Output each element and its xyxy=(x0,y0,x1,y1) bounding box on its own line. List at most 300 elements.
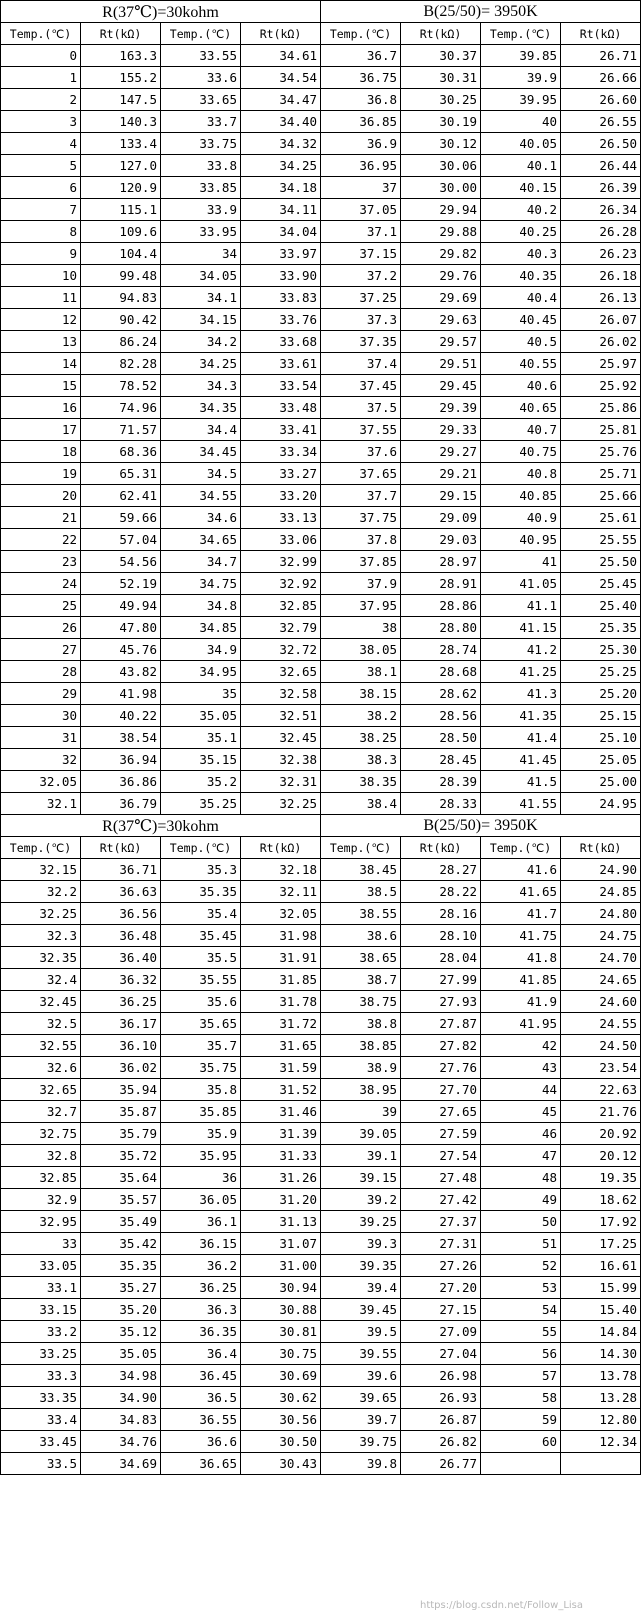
temp-cell: 37.3 xyxy=(321,309,401,331)
table-row xyxy=(1,1431,641,1453)
rt-cell: 32.45 xyxy=(241,727,321,749)
table-row xyxy=(1,529,641,551)
temp-cell: 38.15 xyxy=(321,683,401,705)
temp-cell: 34.1 xyxy=(161,287,241,309)
rt-cell: 33.97 xyxy=(241,243,321,265)
rt-cell: 33.48 xyxy=(241,397,321,419)
temp-cell: 39.95 xyxy=(481,89,561,111)
rt-cell: 31.98 xyxy=(241,925,321,947)
temp-cell: 44 xyxy=(481,1079,561,1101)
rt-cell: 30.69 xyxy=(241,1365,321,1387)
rt-cell: 35.79 xyxy=(81,1123,161,1145)
rt-cell: 25.61 xyxy=(561,507,641,529)
table-row xyxy=(1,419,641,441)
rt-cell: 34.47 xyxy=(241,89,321,111)
rt-cell: 34.90 xyxy=(81,1387,161,1409)
rt-cell: 27.20 xyxy=(401,1277,481,1299)
rt-cell: 36.86 xyxy=(81,771,161,793)
rt-cell: 65.31 xyxy=(81,463,161,485)
temp-cell: 36 xyxy=(161,1167,241,1189)
temp-cell: 42 xyxy=(481,1035,561,1057)
rt-cell: 30.75 xyxy=(241,1343,321,1365)
temp-cell xyxy=(481,1453,561,1475)
temp-cell: 38.3 xyxy=(321,749,401,771)
rt-cell: 35.87 xyxy=(81,1101,161,1123)
temp-cell: 29 xyxy=(1,683,81,705)
table-row xyxy=(1,287,641,309)
table-row xyxy=(1,441,641,463)
rt-cell: 20.92 xyxy=(561,1123,641,1145)
rt-cell: 30.31 xyxy=(401,67,481,89)
rt-cell: 13.78 xyxy=(561,1365,641,1387)
temp-column-header: Temp.(℃) xyxy=(481,23,561,45)
temp-cell: 39.1 xyxy=(321,1145,401,1167)
temp-cell: 36.3 xyxy=(161,1299,241,1321)
rt-cell: 24.50 xyxy=(561,1035,641,1057)
temp-cell: 37.8 xyxy=(321,529,401,551)
temp-cell: 36.55 xyxy=(161,1409,241,1431)
table-row xyxy=(1,573,641,595)
temp-cell: 55 xyxy=(481,1321,561,1343)
temp-cell: 39.35 xyxy=(321,1255,401,1277)
temp-cell: 38.25 xyxy=(321,727,401,749)
temp-cell: 60 xyxy=(481,1431,561,1453)
title-row xyxy=(1,815,641,837)
rt-cell: 25.35 xyxy=(561,617,641,639)
temp-cell: 39.2 xyxy=(321,1189,401,1211)
temp-cell: 36.85 xyxy=(321,111,401,133)
temp-cell: 12 xyxy=(1,309,81,331)
table-row xyxy=(1,1255,641,1277)
temp-cell: 39.75 xyxy=(321,1431,401,1453)
rt-cell: 32.18 xyxy=(241,859,321,881)
temp-cell: 16 xyxy=(1,397,81,419)
rt-cell: 28.39 xyxy=(401,771,481,793)
temp-cell: 32.65 xyxy=(1,1079,81,1101)
temp-cell: 35.05 xyxy=(161,705,241,727)
table-row xyxy=(1,595,641,617)
temp-cell: 40.15 xyxy=(481,177,561,199)
rt-cell: 33.68 xyxy=(241,331,321,353)
temp-cell: 39.55 xyxy=(321,1343,401,1365)
temp-cell: 50 xyxy=(481,1211,561,1233)
rt-cell: 27.42 xyxy=(401,1189,481,1211)
temp-cell: 41 xyxy=(481,551,561,573)
rt-cell: 26.50 xyxy=(561,133,641,155)
temp-cell: 40.6 xyxy=(481,375,561,397)
rt-cell: 33.41 xyxy=(241,419,321,441)
rt-cell: 15.40 xyxy=(561,1299,641,1321)
temp-cell: 51 xyxy=(481,1233,561,1255)
rt-cell: 29.15 xyxy=(401,485,481,507)
temp-cell: 41.25 xyxy=(481,661,561,683)
table-row xyxy=(1,551,641,573)
table-row xyxy=(1,991,641,1013)
temp-cell: 17 xyxy=(1,419,81,441)
rt-cell: 31.72 xyxy=(241,1013,321,1035)
rt-cell: 34.25 xyxy=(241,155,321,177)
temp-cell: 34.45 xyxy=(161,441,241,463)
rt-cell: 24.90 xyxy=(561,859,641,881)
temp-cell: 8 xyxy=(1,221,81,243)
temp-cell: 36.25 xyxy=(161,1277,241,1299)
rt-cell: 17.25 xyxy=(561,1233,641,1255)
rt-column-header: Rt(kΩ) xyxy=(401,23,481,45)
temp-column-header: Temp.(℃) xyxy=(1,837,81,859)
temp-cell: 39.7 xyxy=(321,1409,401,1431)
temp-cell: 36.35 xyxy=(161,1321,241,1343)
table-row xyxy=(1,89,641,111)
rt-cell: 25.81 xyxy=(561,419,641,441)
temp-cell: 32.45 xyxy=(1,991,81,1013)
rt-cell: 120.9 xyxy=(81,177,161,199)
temp-cell: 39.8 xyxy=(321,1453,401,1475)
temp-cell: 36.45 xyxy=(161,1365,241,1387)
rt-cell: 32.51 xyxy=(241,705,321,727)
rt-cell: 74.96 xyxy=(81,397,161,419)
rt-cell: 28.86 xyxy=(401,595,481,617)
temp-cell: 37.55 xyxy=(321,419,401,441)
temp-cell: 35.8 xyxy=(161,1079,241,1101)
rt-cell: 26.77 xyxy=(401,1453,481,1475)
temp-cell: 40.2 xyxy=(481,199,561,221)
temp-cell: 22 xyxy=(1,529,81,551)
temp-cell: 32.5 xyxy=(1,1013,81,1035)
temp-cell: 31 xyxy=(1,727,81,749)
rt-cell: 36.71 xyxy=(81,859,161,881)
rt-cell: 33.76 xyxy=(241,309,321,331)
temp-cell: 38.8 xyxy=(321,1013,401,1035)
temp-cell: 35.55 xyxy=(161,969,241,991)
temp-cell: 35.35 xyxy=(161,881,241,903)
temp-column-header: Temp.(℃) xyxy=(161,837,241,859)
rt-cell: 32.25 xyxy=(241,793,321,815)
temp-cell: 39.45 xyxy=(321,1299,401,1321)
rt-cell: 28.56 xyxy=(401,705,481,727)
rt-cell: 33.20 xyxy=(241,485,321,507)
rt-cell: 25.76 xyxy=(561,441,641,463)
temp-cell: 37.4 xyxy=(321,353,401,375)
title-left: R(37℃)=30kohm xyxy=(1,1,321,23)
temp-cell: 35.3 xyxy=(161,859,241,881)
rt-cell: 31.39 xyxy=(241,1123,321,1145)
rt-cell: 28.80 xyxy=(401,617,481,639)
temp-cell: 56 xyxy=(481,1343,561,1365)
rt-cell: 30.56 xyxy=(241,1409,321,1431)
rt-cell: 26.34 xyxy=(561,199,641,221)
rt-cell: 29.51 xyxy=(401,353,481,375)
rt-column-header: Rt(kΩ) xyxy=(241,23,321,45)
rt-cell: 33.06 xyxy=(241,529,321,551)
temp-cell: 34.15 xyxy=(161,309,241,331)
rt-cell: 36.10 xyxy=(81,1035,161,1057)
temp-cell: 34.35 xyxy=(161,397,241,419)
temp-cell: 41.1 xyxy=(481,595,561,617)
rt-cell: 31.13 xyxy=(241,1211,321,1233)
rt-cell: 31.85 xyxy=(241,969,321,991)
rt-cell: 28.45 xyxy=(401,749,481,771)
temp-cell: 45 xyxy=(481,1101,561,1123)
rt-cell: 29.76 xyxy=(401,265,481,287)
rt-cell: 15.99 xyxy=(561,1277,641,1299)
rt-cell: 30.81 xyxy=(241,1321,321,1343)
temp-cell: 40.45 xyxy=(481,309,561,331)
rt-column-header: Rt(kΩ) xyxy=(401,837,481,859)
table-row xyxy=(1,1387,641,1409)
temp-cell: 26 xyxy=(1,617,81,639)
rt-cell: 27.76 xyxy=(401,1057,481,1079)
rt-column-header: Rt(kΩ) xyxy=(241,837,321,859)
rt-cell: 54.56 xyxy=(81,551,161,573)
rt-cell: 34.69 xyxy=(81,1453,161,1475)
rt-cell: 29.21 xyxy=(401,463,481,485)
temp-cell: 33.8 xyxy=(161,155,241,177)
table-row xyxy=(1,1321,641,1343)
rt-cell: 32.11 xyxy=(241,881,321,903)
temp-cell: 4 xyxy=(1,133,81,155)
temp-cell: 43 xyxy=(481,1057,561,1079)
temp-cell: 14 xyxy=(1,353,81,375)
temp-cell: 40.75 xyxy=(481,441,561,463)
temp-cell: 38.4 xyxy=(321,793,401,815)
rt-cell: 31.46 xyxy=(241,1101,321,1123)
temp-cell: 37.05 xyxy=(321,199,401,221)
rt-cell: 25.45 xyxy=(561,573,641,595)
temp-cell: 37.95 xyxy=(321,595,401,617)
rt-cell: 30.62 xyxy=(241,1387,321,1409)
rt-cell: 71.57 xyxy=(81,419,161,441)
temp-cell: 41.85 xyxy=(481,969,561,991)
rt-cell: 29.94 xyxy=(401,199,481,221)
temp-cell: 37.85 xyxy=(321,551,401,573)
table-row xyxy=(1,1299,641,1321)
rt-cell: 29.09 xyxy=(401,507,481,529)
temp-cell: 24 xyxy=(1,573,81,595)
rt-cell: 25.40 xyxy=(561,595,641,617)
temp-cell: 41.7 xyxy=(481,903,561,925)
temp-cell: 35.85 xyxy=(161,1101,241,1123)
temp-cell: 35.25 xyxy=(161,793,241,815)
rt-cell: 35.27 xyxy=(81,1277,161,1299)
rt-cell: 35.94 xyxy=(81,1079,161,1101)
rt-cell: 29.82 xyxy=(401,243,481,265)
rt-cell: 27.93 xyxy=(401,991,481,1013)
rt-cell: 27.26 xyxy=(401,1255,481,1277)
rt-cell: 32.85 xyxy=(241,595,321,617)
temp-cell: 34.8 xyxy=(161,595,241,617)
temp-cell: 41.9 xyxy=(481,991,561,1013)
rt-column-header: Rt(kΩ) xyxy=(561,23,641,45)
temp-column-header: Temp.(℃) xyxy=(321,837,401,859)
temp-column-header: Temp.(℃) xyxy=(481,837,561,859)
rt-cell: 27.65 xyxy=(401,1101,481,1123)
rt-cell: 36.56 xyxy=(81,903,161,925)
rt-cell: 26.66 xyxy=(561,67,641,89)
rt-cell: 40.22 xyxy=(81,705,161,727)
temp-cell: 34.7 xyxy=(161,551,241,573)
temp-cell: 35.6 xyxy=(161,991,241,1013)
rt-cell: 30.94 xyxy=(241,1277,321,1299)
rt-cell xyxy=(561,1453,641,1475)
rt-cell: 35.57 xyxy=(81,1189,161,1211)
rt-cell: 27.59 xyxy=(401,1123,481,1145)
table-row xyxy=(1,1277,641,1299)
temp-cell: 35.2 xyxy=(161,771,241,793)
temp-cell: 40.3 xyxy=(481,243,561,265)
rt-cell: 35.49 xyxy=(81,1211,161,1233)
temp-cell: 35.4 xyxy=(161,903,241,925)
temp-cell: 36.1 xyxy=(161,1211,241,1233)
table-row xyxy=(1,199,641,221)
temp-cell: 36.6 xyxy=(161,1431,241,1453)
rt-cell: 36.32 xyxy=(81,969,161,991)
temp-cell: 38.45 xyxy=(321,859,401,881)
rt-cell: 27.37 xyxy=(401,1211,481,1233)
rt-cell: 34.04 xyxy=(241,221,321,243)
temp-cell: 40.1 xyxy=(481,155,561,177)
temp-cell: 19 xyxy=(1,463,81,485)
temp-cell: 34.2 xyxy=(161,331,241,353)
table-row xyxy=(1,1189,641,1211)
rt-cell: 25.00 xyxy=(561,771,641,793)
rt-cell: 36.17 xyxy=(81,1013,161,1035)
temp-cell: 41.4 xyxy=(481,727,561,749)
rt-column-header: Rt(kΩ) xyxy=(81,23,161,45)
rt-cell: 82.28 xyxy=(81,353,161,375)
table-row xyxy=(1,397,641,419)
rt-cell: 34.76 xyxy=(81,1431,161,1453)
temp-cell: 1 xyxy=(1,67,81,89)
rt-cell: 34.11 xyxy=(241,199,321,221)
rt-cell: 34.40 xyxy=(241,111,321,133)
temp-cell: 38.75 xyxy=(321,991,401,1013)
temp-cell: 38.5 xyxy=(321,881,401,903)
rt-cell: 30.88 xyxy=(241,1299,321,1321)
temp-cell: 41.6 xyxy=(481,859,561,881)
temp-cell: 20 xyxy=(1,485,81,507)
table-row xyxy=(1,221,641,243)
rt-cell: 47.80 xyxy=(81,617,161,639)
table-row xyxy=(1,1123,641,1145)
temp-cell: 41.15 xyxy=(481,617,561,639)
rt-cell: 38.54 xyxy=(81,727,161,749)
title-right: B(25/50)= 3950K xyxy=(321,815,641,837)
temp-cell: 36.05 xyxy=(161,1189,241,1211)
rt-cell: 57.04 xyxy=(81,529,161,551)
table-row xyxy=(1,1233,641,1255)
temp-cell: 34.4 xyxy=(161,419,241,441)
rt-cell: 25.50 xyxy=(561,551,641,573)
rt-cell: 28.97 xyxy=(401,551,481,573)
title-left: R(37℃)=30kohm xyxy=(1,815,321,837)
rt-cell: 43.82 xyxy=(81,661,161,683)
rt-cell: 33.83 xyxy=(241,287,321,309)
temp-cell: 41.05 xyxy=(481,573,561,595)
temp-cell: 52 xyxy=(481,1255,561,1277)
rt-cell: 26.55 xyxy=(561,111,641,133)
rt-cell: 31.65 xyxy=(241,1035,321,1057)
temp-cell: 35.75 xyxy=(161,1057,241,1079)
table-row xyxy=(1,1453,641,1475)
table-row xyxy=(1,133,641,155)
rt-cell: 24.95 xyxy=(561,793,641,815)
rt-cell: 34.54 xyxy=(241,67,321,89)
rt-cell: 32.79 xyxy=(241,617,321,639)
table-row xyxy=(1,1079,641,1101)
title-row xyxy=(1,1,641,23)
rt-cell: 26.60 xyxy=(561,89,641,111)
temp-cell: 36.65 xyxy=(161,1453,241,1475)
rt-cell: 31.59 xyxy=(241,1057,321,1079)
rt-cell: 27.09 xyxy=(401,1321,481,1343)
temp-cell: 33.95 xyxy=(161,221,241,243)
rt-cell: 25.25 xyxy=(561,661,641,683)
temp-cell: 33.45 xyxy=(1,1431,81,1453)
rt-cell: 13.28 xyxy=(561,1387,641,1409)
rt-cell: 25.71 xyxy=(561,463,641,485)
temp-cell: 30 xyxy=(1,705,81,727)
temp-cell: 34.6 xyxy=(161,507,241,529)
temp-cell: 37.2 xyxy=(321,265,401,287)
temp-cell: 34.65 xyxy=(161,529,241,551)
temp-cell: 21 xyxy=(1,507,81,529)
table-row xyxy=(1,155,641,177)
rt-cell: 25.86 xyxy=(561,397,641,419)
temp-cell: 33.25 xyxy=(1,1343,81,1365)
rt-cell: 29.27 xyxy=(401,441,481,463)
rt-cell: 25.92 xyxy=(561,375,641,397)
rt-cell: 36.25 xyxy=(81,991,161,1013)
rt-cell: 127.0 xyxy=(81,155,161,177)
table-row xyxy=(1,727,641,749)
rt-cell: 32.92 xyxy=(241,573,321,595)
temp-cell: 53 xyxy=(481,1277,561,1299)
rt-cell: 33.34 xyxy=(241,441,321,463)
rt-cell: 25.55 xyxy=(561,529,641,551)
temp-cell: 41.3 xyxy=(481,683,561,705)
rt-cell: 33.13 xyxy=(241,507,321,529)
temp-cell: 37.25 xyxy=(321,287,401,309)
table-row xyxy=(1,881,641,903)
temp-cell: 36.75 xyxy=(321,67,401,89)
temp-cell: 33.75 xyxy=(161,133,241,155)
rt-cell: 24.75 xyxy=(561,925,641,947)
temp-cell: 37.7 xyxy=(321,485,401,507)
temp-cell: 40.7 xyxy=(481,419,561,441)
temp-cell: 34.75 xyxy=(161,573,241,595)
temp-cell: 41.2 xyxy=(481,639,561,661)
rt-cell: 29.45 xyxy=(401,375,481,397)
temp-cell: 34.85 xyxy=(161,617,241,639)
temp-cell: 40.4 xyxy=(481,287,561,309)
rt-cell: 29.33 xyxy=(401,419,481,441)
temp-cell: 34.55 xyxy=(161,485,241,507)
rt-cell: 24.85 xyxy=(561,881,641,903)
rt-cell: 14.84 xyxy=(561,1321,641,1343)
temp-cell: 38.2 xyxy=(321,705,401,727)
temp-cell: 40.65 xyxy=(481,397,561,419)
rt-cell: 28.68 xyxy=(401,661,481,683)
temp-cell: 35.95 xyxy=(161,1145,241,1167)
table-row xyxy=(1,111,641,133)
rt-cell: 28.62 xyxy=(401,683,481,705)
rt-cell: 94.83 xyxy=(81,287,161,309)
rt-cell: 33.90 xyxy=(241,265,321,287)
temp-cell: 36.8 xyxy=(321,89,401,111)
table-row xyxy=(1,639,641,661)
temp-cell: 23 xyxy=(1,551,81,573)
table-row xyxy=(1,771,641,793)
